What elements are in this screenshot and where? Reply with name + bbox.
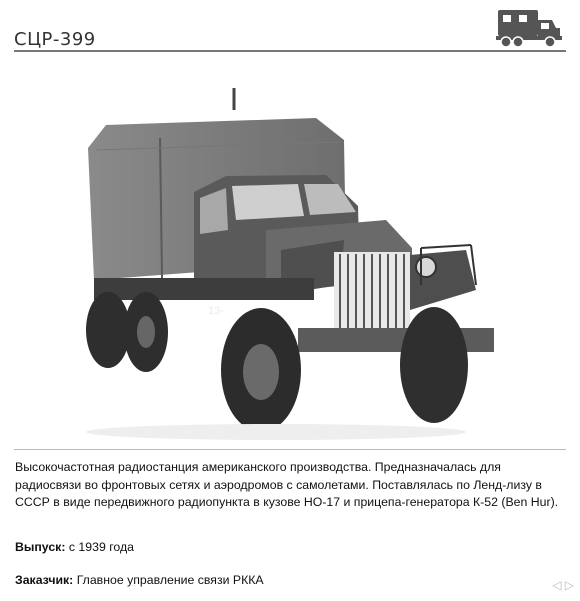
prev-page-icon[interactable]: ◁ (552, 578, 562, 592)
customer-value: Главное управление связи РККА (76, 573, 264, 587)
release-label: Выпуск: (15, 540, 66, 554)
release-value: с 1939 года (68, 540, 134, 554)
page-title: СЦР-399 (14, 29, 96, 50)
customer-row (15, 573, 264, 587)
release-row (15, 540, 134, 554)
customer-label: Заказчик: (15, 573, 74, 587)
description-text: Высокочастотная радиостанция американского производства. Предназначалась для радиосвязи во фронтовых сетях и аэродромов с самолетами. Поставлялась по Ленд-лизу в СССР в виде передвижного радиопункта в кузове НО-17 и прицепа-генератора К-52 (Ben Hur). (15, 460, 559, 509)
next-page-icon[interactable]: ▷ (564, 578, 574, 592)
page-header (14, 0, 566, 50)
header-divider (14, 50, 566, 52)
truck-icon (494, 6, 566, 50)
svg-text:13-: 13- (208, 305, 224, 317)
page-navigation (552, 578, 574, 592)
content-divider (14, 449, 566, 450)
radio-truck-photo (76, 80, 496, 450)
